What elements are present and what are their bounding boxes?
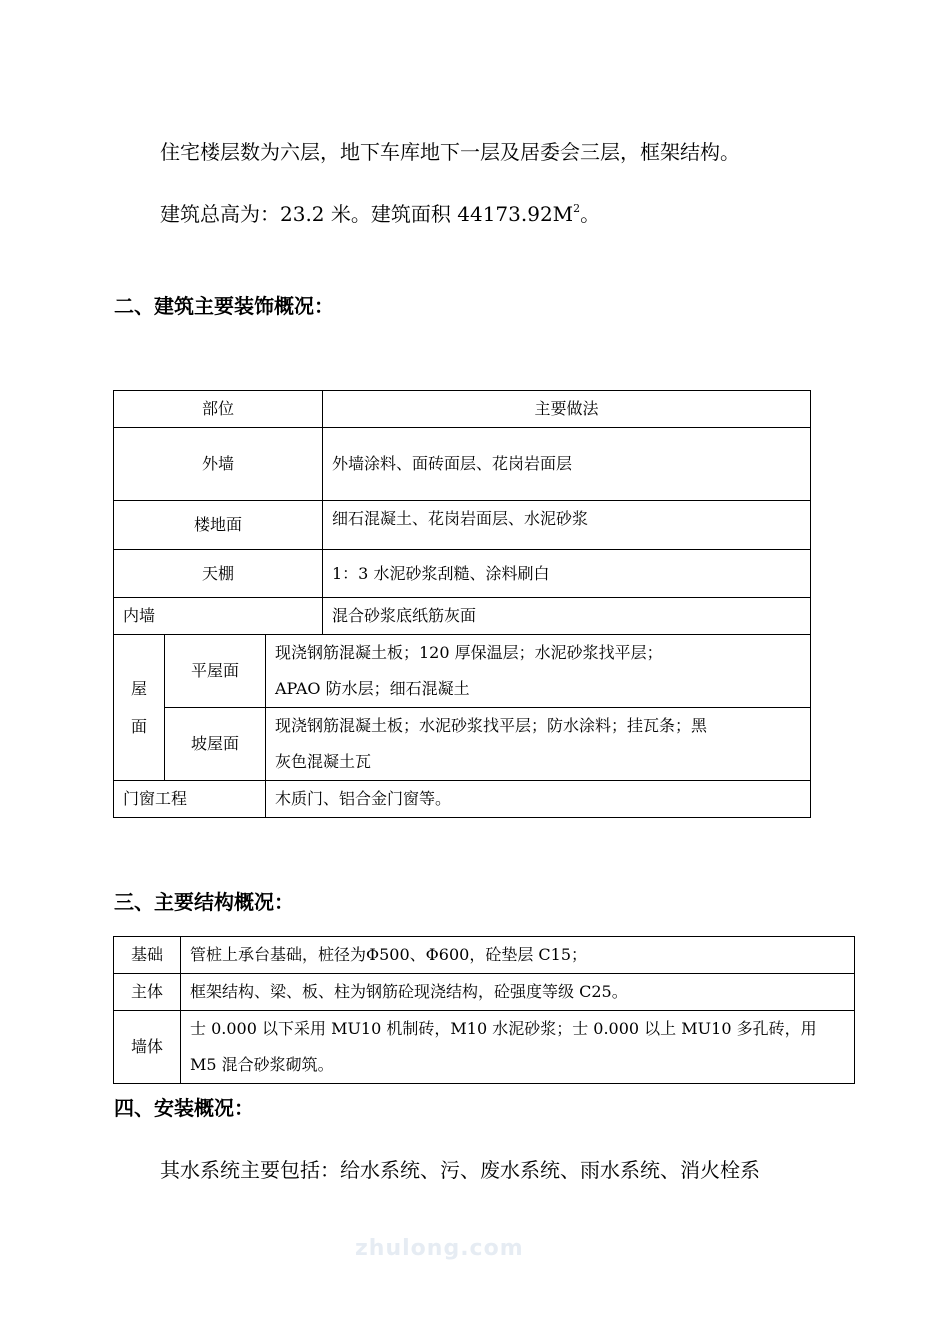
intro-area-superscript: 2 bbox=[573, 202, 581, 215]
table-row bbox=[114, 708, 811, 781]
header-part: 部位 bbox=[114, 391, 323, 428]
roof-label-2: 面 bbox=[130, 716, 147, 736]
part-interior-wall: 内墙 bbox=[114, 598, 323, 635]
table-header-row bbox=[114, 391, 811, 428]
method-ceiling: 1：3 水泥砂浆刮糙、涂料刷白 bbox=[323, 550, 811, 598]
method-floor: 细石混凝土、花岗岩面层、水泥砂浆 bbox=[323, 501, 811, 550]
struct-part-foundation: 基础 bbox=[114, 937, 181, 974]
struct-desc-wall bbox=[181, 1011, 855, 1084]
part-exterior-wall: 外墙 bbox=[114, 428, 323, 501]
table-row bbox=[114, 635, 811, 708]
struct-part-wall: 墙体 bbox=[114, 1011, 181, 1084]
method-doors-windows: 木质门、铝合金门窗等。 bbox=[266, 781, 811, 818]
struct-desc-wall-line2: M5 混合砂浆砌筑。 bbox=[190, 1055, 334, 1074]
decoration-table bbox=[113, 390, 811, 818]
table-row bbox=[114, 501, 811, 550]
intro-line-floors: 住宅楼层数为六层，地下车库地下一层及居委会三层，框架结构。 bbox=[160, 140, 740, 164]
structure-table bbox=[113, 936, 855, 1084]
table-row bbox=[114, 428, 811, 501]
part-flat-roof: 平屋面 bbox=[165, 635, 266, 708]
method-slope-roof-line1: 现浇钢筋混凝土板；水泥砂浆找平层；防水涂料；挂瓦条；黑 bbox=[275, 716, 708, 735]
intro-area-suffix: 。 bbox=[580, 202, 601, 226]
struct-desc-foundation: 管桩上承台基础，桩径为Φ500、Φ600，砼垫层 C15； bbox=[181, 937, 855, 974]
section3-title: 三、主要结构概况： bbox=[114, 890, 294, 914]
part-roof bbox=[114, 635, 165, 781]
part-ceiling: 天棚 bbox=[114, 550, 323, 598]
roof-label-1: 屋 bbox=[130, 678, 147, 698]
part-doors-windows: 门窗工程 bbox=[114, 781, 266, 818]
table-row bbox=[114, 781, 811, 818]
struct-desc-main: 框架结构、梁、板、柱为钢筋砼现浇结构，砼强度等级 C25。 bbox=[181, 974, 855, 1011]
table-row bbox=[114, 974, 855, 1011]
header-method: 主要做法 bbox=[323, 391, 811, 428]
table-row bbox=[114, 937, 855, 974]
method-flat-roof bbox=[266, 635, 811, 708]
method-exterior-wall: 外墙涂料、面砖面层、花岗岩面层 bbox=[323, 428, 811, 501]
intro-line-area bbox=[160, 200, 600, 228]
method-flat-roof-line2: APAO 防水层；细石混凝土 bbox=[275, 679, 470, 698]
watermark: zhulong.com bbox=[355, 1236, 524, 1261]
part-slope-roof: 坡屋面 bbox=[165, 708, 266, 781]
method-flat-roof-line1: 现浇钢筋混凝土板；120 厚保温层；水泥砂浆找平层； bbox=[275, 643, 663, 662]
section4-title: 四、安装概况： bbox=[114, 1096, 254, 1120]
method-interior-wall: 混合砂浆底纸筋灰面 bbox=[323, 598, 811, 635]
section2-title: 二、建筑主要装饰概况： bbox=[114, 294, 334, 318]
table-row bbox=[114, 1011, 855, 1084]
intro-area-text: 建筑总高为：23.2 米。建筑面积 44173.92M bbox=[160, 202, 574, 226]
table-row bbox=[114, 550, 811, 598]
method-slope-roof-line2: 灰色混凝土瓦 bbox=[275, 752, 372, 771]
struct-desc-wall-line1: 士 0.000 以下采用 MU10 机制砖，M10 水泥砂浆；士 0.000 以上 MU10 多孔砖，用 bbox=[190, 1019, 817, 1038]
section4-body: 其水系统主要包括：给水系统、污、废水系统、雨水系统、消火栓系 bbox=[160, 1158, 760, 1182]
table-row bbox=[114, 598, 811, 635]
struct-part-main: 主体 bbox=[114, 974, 181, 1011]
method-slope-roof bbox=[266, 708, 811, 781]
part-floor: 楼地面 bbox=[114, 501, 323, 550]
